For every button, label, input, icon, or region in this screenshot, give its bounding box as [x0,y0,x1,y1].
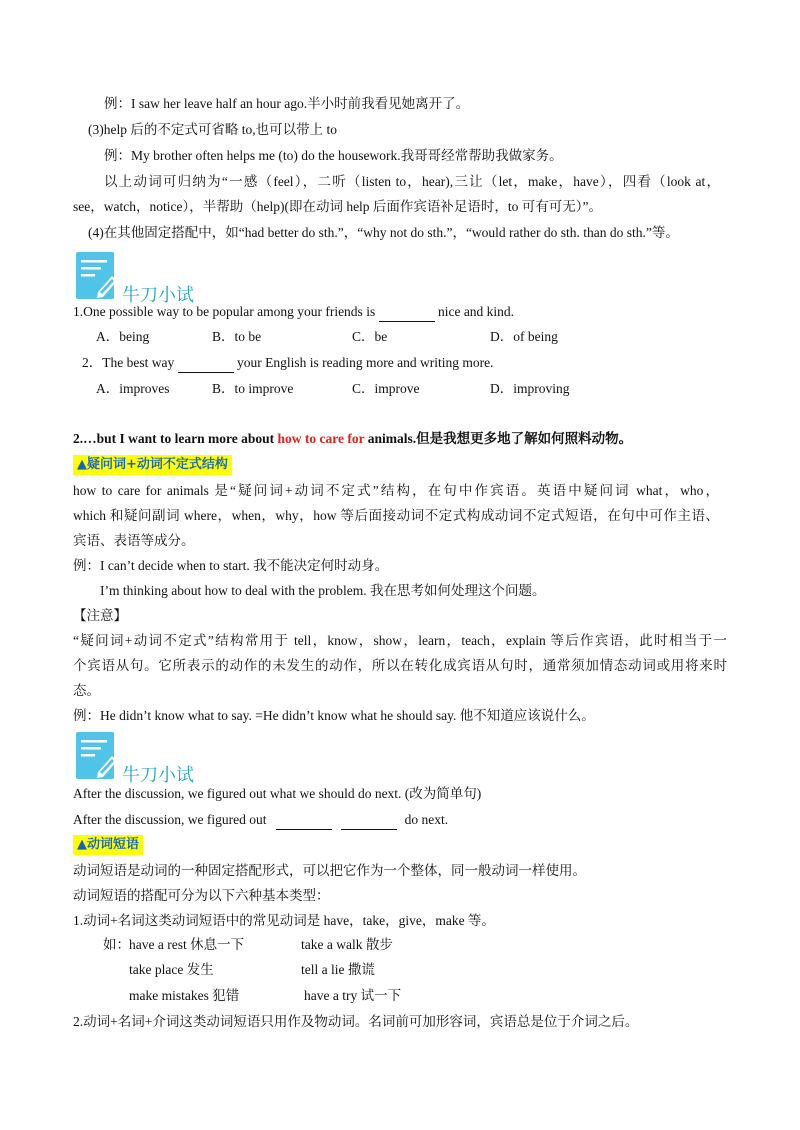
phrase-example: take a walk 散步 [301,937,393,952]
question-2 [82,353,493,373]
option-a[interactable]: A．being [96,329,150,344]
answer-blank[interactable] [341,815,397,830]
option-c[interactable]: C．be [352,329,388,344]
notepad-icon [74,252,118,302]
rule-line: (3)help 后的不定式可省略 to,也可以带上 to [88,122,337,137]
quiz-sentence: After the discussion, we figured out what we should do next. (改为简单句) [73,786,482,801]
notepad-icon [74,732,118,782]
body-line: 2.动词+名词+介词这类动词短语只用作及物动词。名词前可加形容词，宾语总是位于介词之后。 [73,1014,639,1029]
option-a[interactable]: A．improves [96,381,170,396]
example-line: 例：I saw her leave half an hour ago.半小时前我看见她离开了。 [104,96,470,111]
topic-tag: ▲动词短语 [73,835,143,855]
option-d[interactable]: D．improving [490,381,570,396]
body-line: which 和疑问副词 where，when，why，how 等后面接动词不定式构成动词不定式短语，在句中可作主语、 [73,508,719,523]
phrase-example: take place 发生 [129,962,214,977]
heading-text: 2.…but I want to learn more about [73,431,275,446]
note-line: 个宾语从句。它所表示的动作的未发生的动作，所以在转化成宾语从句时，通常须加情态动词或用将来时 [73,658,727,673]
answer-blank[interactable] [178,358,234,373]
quiz-title: 牛刀小试 [122,285,194,306]
question-text: 1.One possible way to be popular among your friends is [73,304,376,319]
example-line: 例：I can’t decide when to start. 我不能决定何时动身。 [73,558,389,573]
answer-blank[interactable] [276,815,332,830]
sentence-text: After the discussion, we figured out [73,812,267,827]
option-d[interactable]: D．of being [490,329,558,344]
note-line: “疑问词+动词不定式”结构常用于 tell，know，show，learn，teach，explain 等后作宾语，此时相当于一 [73,633,727,648]
note-label: 【注意】 [73,608,127,623]
phrase-example: tell a lie 撒谎 [301,962,375,977]
topic-tag: ▲疑问词+动词不定式结构 [73,455,232,475]
rule-line: (4)在其他固定搭配中，如“had better do sth.”，“why not do sth.”，“would rather do sth. than do sth.”等。 [88,225,679,240]
phrase-example: have a try 试一下 [304,988,402,1003]
body-line: how to care for animals 是“疑问词+动词不定式”结构，在句中作宾语。英语中疑问词 what，who， [73,483,719,498]
section-heading [73,429,632,449]
example-line: 例：He didn’t know what to say. =He didn’t know what he should say. 他不知道应该说什么。 [73,708,595,723]
phrase-example: have a rest 休息一下 [129,937,245,952]
option-b[interactable]: B．to improve [212,381,294,396]
question-text: 2．The best way [82,355,175,370]
quiz-sentence-blanks [73,810,448,830]
body-line: 动词短语的搭配可分为以下六种基本类型： [73,888,330,903]
body-line: 动词短语是动词的一种固定搭配形式，可以把它作为一个整体，同一般动词一样使用。 [73,863,586,878]
body-line: 1.动词+名词这类动词短语中的常见动词是 have，take，give，make 等。 [73,913,495,928]
heading-highlight: how to care for [277,431,365,446]
example-prefix: 如： [103,937,130,952]
body-line: 宾语、表语等成分。 [73,533,195,548]
option-b[interactable]: B．to be [212,329,262,344]
quiz-title: 牛刀小试 [122,765,194,786]
example-line: 例：My brother often helps me (to) do the housework.我哥哥经常帮助我做家务。 [104,148,563,163]
question-text: nice and kind. [437,304,515,319]
phrase-example: make mistakes 犯错 [129,988,240,1003]
example-line: I’m thinking about how to deal with the problem. 我在思考如何处理这个问题。 [100,583,546,598]
summary-line: see，watch，notice），半帮助（help)(即在动词 help 后面作宾语补足语时，to 可有可无）”。 [73,199,603,214]
option-c[interactable]: C．improve [352,381,420,396]
summary-line: 以上动词可归纳为“一感（feel），二听（listen to，hear),三让（let，make，have），四看（look at， [104,174,720,189]
question-text: your English is reading more and writing more. [236,355,494,370]
question-1 [73,302,514,322]
heading-text: animals.但是我想更多地了解如何照料动物。 [367,431,633,446]
sentence-text: do next. [404,812,449,827]
note-line: 态。 [73,683,100,698]
answer-blank[interactable] [379,307,435,322]
